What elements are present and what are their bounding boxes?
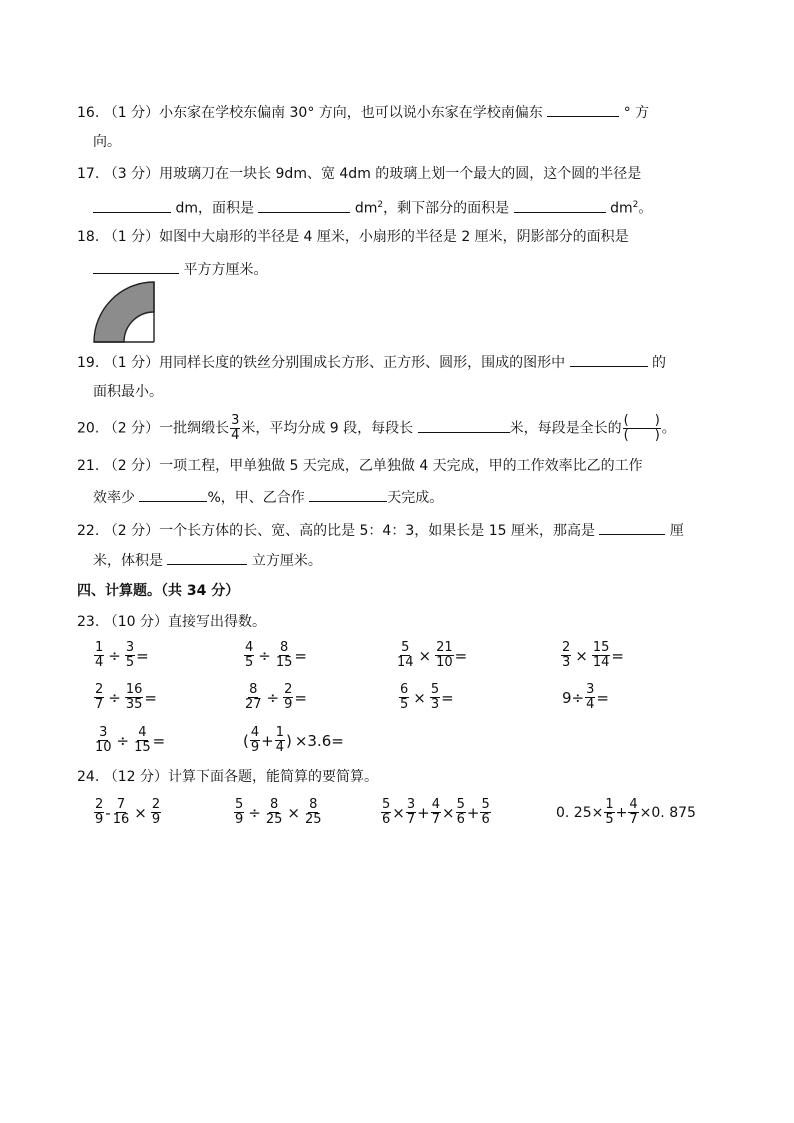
q22-line2: 米，体积是 立方厘米。 [93, 550, 322, 571]
q22-blank-height[interactable] [599, 520, 665, 535]
q21-line2: 效率少 %，甲、乙合作 天完成。 [93, 487, 443, 508]
q21-line1: 21. （2 分）一项工程，甲单独做 5 天完成，乙单独做 4 天完成，甲的工作效率比乙的工作 [77, 458, 643, 474]
q19-line2: 面积最小。 [93, 384, 163, 400]
q18-line1: 18. （1 分）如图中大扇形的半径是 4 厘米，小扇形的半径是 2 厘米，阴影部分的面积是 [77, 229, 629, 245]
q23-item-4: $\frac{2}{3}$ × $\frac{15}{14}$ = [562, 640, 624, 670]
q17-blank-radius[interactable] [93, 198, 171, 213]
q22-line1: 22. （2 分）一个长方体的长、宽、高的比是 5：4：3，如果长是 15 厘米，那高是 厘 [77, 520, 684, 541]
q23-item-5: $\frac{2}{7}$ ÷ $\frac{16}{35}$ = [95, 682, 157, 712]
q16-line2: 向。 [93, 134, 121, 150]
q20-line: 20. （2 分）一批绸缎长 $\frac{3}{4}$ 米，平均分成 9 段，每段长 米，每段是全长的 $\frac{( )}{( )}$ 。 [77, 413, 676, 443]
q23-item-1: $\frac{1}{4}$ ÷ $\frac{3}{5}$ = [95, 640, 149, 670]
q19-line1: 19. （1 分）用同样长度的铁丝分别围成长方形、正方形、圆形，围成的图形中 的 [77, 352, 666, 373]
q16-blank[interactable] [547, 102, 619, 117]
q24-expr-1: $\frac{2}{9}$ - $\frac{7}{16}$ × $\frac{2}{9}$ [95, 797, 161, 827]
sector-figure [92, 280, 158, 344]
q17-blank-area[interactable] [258, 198, 350, 213]
q23-title: 23. （10 分）直接写出得数。 [77, 614, 266, 630]
q18-line2: 平方方厘米。 [93, 259, 267, 280]
q23-item-6: $\frac{8}{27}$ ÷ $\frac{2}{9}$ = [245, 682, 307, 712]
q20-fraction: $\frac{3}{4}$ [231, 413, 240, 443]
q23-item-7: $\frac{6}{5}$ × $\frac{5}{3}$ = [400, 682, 454, 712]
q17-line2: dm，面积是 $dm^2$，剩下部分的面积是 $dm^2$。 [93, 195, 652, 219]
q20-blank-fraction[interactable]: $\frac{( )}{( )}$ [623, 413, 660, 443]
q17-blank-remaining[interactable] [514, 198, 606, 213]
q21-blank-percent[interactable] [139, 487, 207, 502]
q23-item-8: 9÷ $\frac{3}{4}$ = [562, 682, 609, 712]
q24-expr-4: 0. 25× $\frac{1}{5}$ + $\frac{4}{7}$ ×0. 875 [556, 797, 696, 827]
q23-item-9: $\frac{3}{10}$ ÷ $\frac{4}{15}$ = [95, 725, 166, 755]
q16-line1: 16. （1 分）小东家在学校东偏南 30° 方向，也可以说小东家在学校南偏东 ° 方 [77, 102, 649, 123]
q22-blank-volume[interactable] [167, 550, 247, 565]
q24-expr-2: $\frac{5}{9}$ ÷ $\frac{8}{25}$ × $\frac{8}{25}$ [235, 797, 322, 827]
q19-blank[interactable] [570, 352, 648, 367]
q24-title: 24. （12 分）计算下面各题，能简算的要简算。 [77, 769, 378, 785]
section-title: 四、计算题。（共 34 分） [77, 583, 240, 599]
q24-expr-3: $\frac{5}{6}$ × $\frac{3}{7}$ + $\frac{4}{7}$ × $\frac{5}{6}$ + $\frac{5}{6}$ [382, 797, 490, 827]
q23-item-2: $\frac{4}{5}$ ÷ $\frac{8}{15}$ = [245, 640, 307, 670]
q20-blank-length[interactable] [418, 418, 510, 433]
q18-blank[interactable] [93, 259, 179, 274]
q21-blank-days[interactable] [309, 487, 387, 502]
q23-item-3: $\frac{5}{14}$ × $\frac{21}{10}$ = [397, 640, 468, 670]
q17-line1: 17. （3 分）用玻璃刀在一块长 9dm、宽 4dm 的玻璃上划一个最大的圆，这个圆的半径是 [77, 166, 642, 182]
q23-item-10: ( $\frac{4}{9}$ + $\frac{1}{4}$ ) ×3.6= [243, 725, 344, 755]
